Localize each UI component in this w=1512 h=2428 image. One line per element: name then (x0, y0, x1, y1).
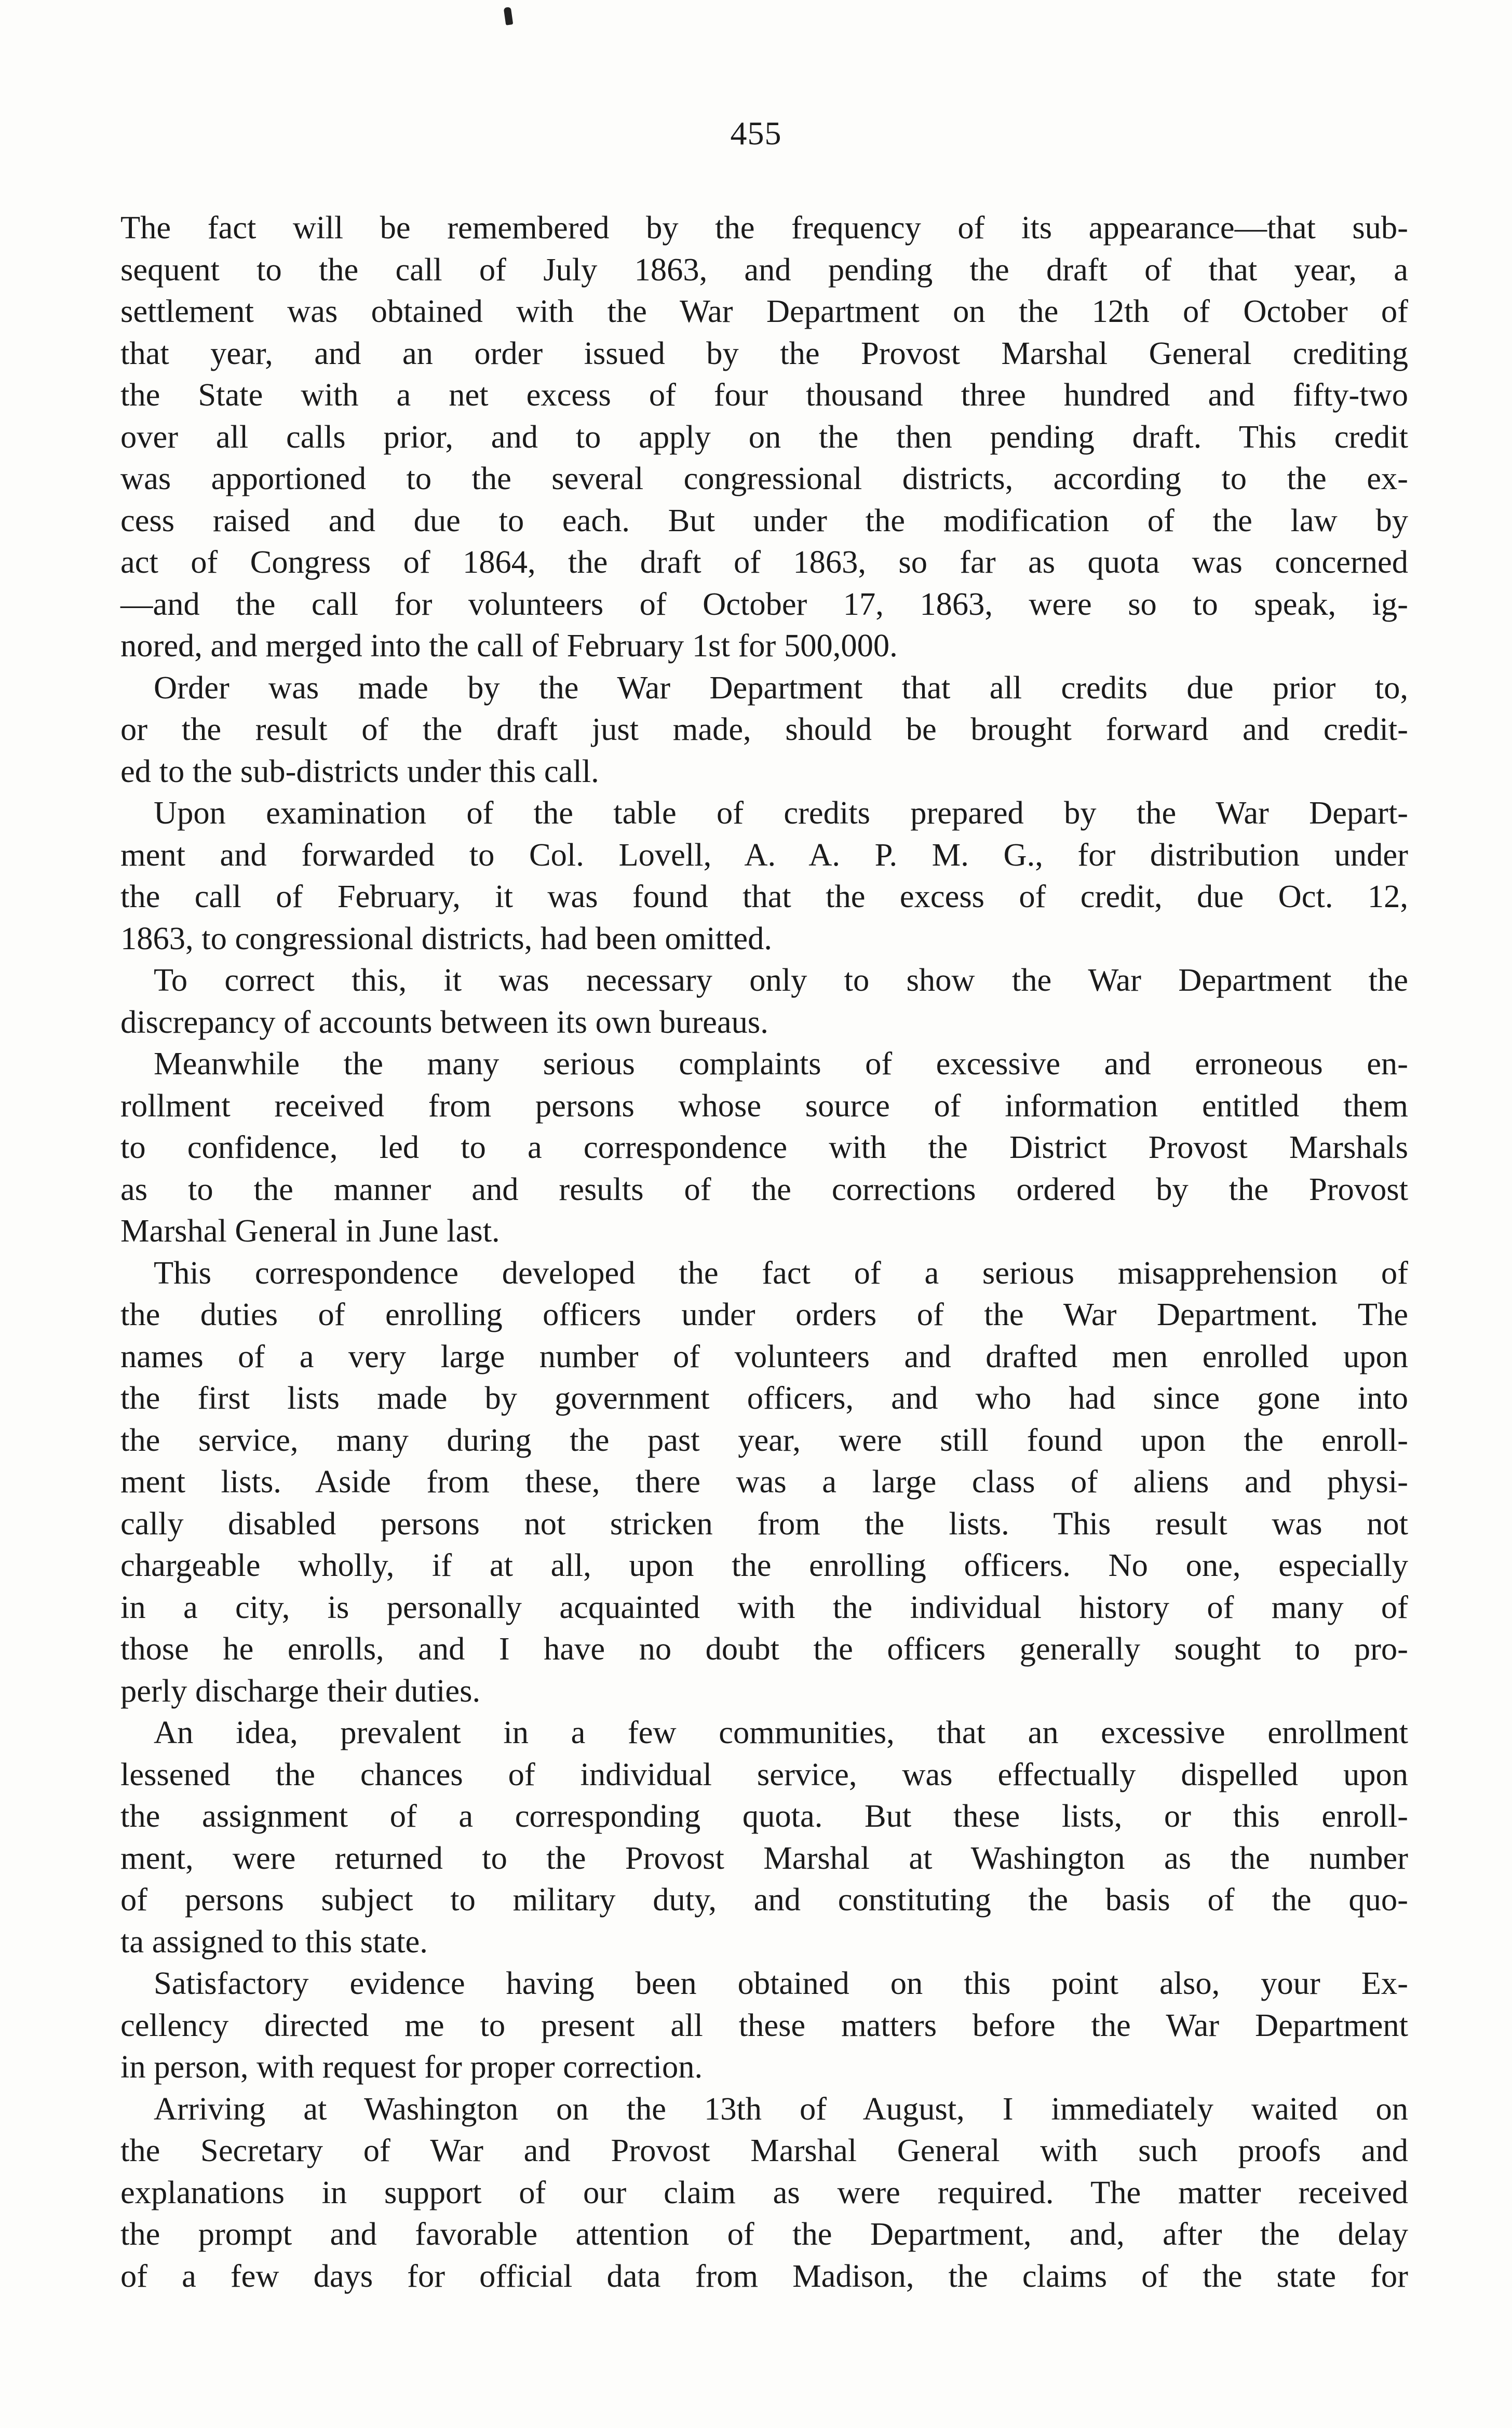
ink-mark (504, 7, 514, 25)
text-line: names of a very large number of volunteers and drafted men enrolled upon (120, 1338, 1408, 1374)
text-line: sequent to the call of July 1863, and pending the draft of that year, a (120, 251, 1408, 288)
text-line: 1863, to congressional districts, had been omitted. (120, 920, 772, 956)
text-line: Upon examination of the table of credits prepared by the War Depart- (154, 794, 1408, 831)
text-line: over all calls prior, and to apply on the then pending draft. This credit (120, 418, 1408, 455)
text-line: cellency directed me to present all these matters before the War Department (120, 2006, 1408, 2043)
text-line: cally disabled persons not stricken from the lists. This result was not (120, 1505, 1408, 1542)
text-line: that year, and an order issued by the Provost Marshal General crediting (120, 334, 1408, 371)
text-line: ment and forwarded to Col. Lovell, A. A. P. M. G., for distribution under (120, 836, 1408, 873)
text-line: the call of February, it was found that the excess of credit, due Oct. 12, (120, 878, 1408, 914)
text-line: was apportioned to the several congressional districts, according to the ex- (120, 460, 1408, 496)
text-line: of a few days for official data from Madison, the claims of the state for (120, 2257, 1408, 2294)
text-line: the prompt and favorable attention of the Department, and, after the delay (120, 2216, 1408, 2252)
text-line: the assignment of a corresponding quota. But these lists, or this enroll- (120, 1798, 1408, 1834)
text-line: —and the call for volunteers of October 17, 1863, were so to speak, ig- (120, 585, 1408, 622)
text-line: Meanwhile the many serious complaints of excessive and erroneous en- (154, 1045, 1408, 1082)
body-text (120, 207, 1408, 2297)
text-line: Arriving at Washington on the 13th of August, I immediately waited on (154, 2090, 1408, 2127)
page-number: 455 (730, 115, 782, 152)
text-line: the State with a net excess of four thousand three hundred and fifty-two (120, 376, 1408, 413)
text-line: Marshal General in June last. (120, 1212, 500, 1249)
text-line: perly discharge their duties. (120, 1672, 481, 1709)
text-line: To correct this, it was necessary only to show the War Department the (154, 962, 1408, 998)
text-line: The fact will be remembered by the frequency of its appearance—that sub- (120, 209, 1408, 246)
text-line: nored, and merged into the call of February 1st for 500,000. (120, 627, 898, 664)
text-line: cess raised and due to each. But under the modification of the law by (120, 502, 1408, 538)
text-line: the Secretary of War and Provost Marshal General with such proofs and (120, 2132, 1408, 2168)
text-line: An idea, prevalent in a few communities, that an excessive enrollment (154, 1714, 1408, 1750)
text-line: ment, were returned to the Provost Marshal at Washington as the number (120, 1839, 1408, 1876)
text-line: ta assigned to this state. (120, 1923, 428, 1960)
text-line: Order was made by the War Department that all credits due prior to, (154, 669, 1408, 706)
text-line: ment lists. Aside from these, there was a large class of aliens and physi- (120, 1463, 1408, 1500)
text-line: act of Congress of 1864, the draft of 1863, so far as quota was concerned (120, 544, 1408, 580)
text-line: the service, many during the past year, were still found upon the enroll- (120, 1421, 1408, 1458)
text-line: those he enrolls, and I have no doubt the officers generally sought to pro- (120, 1630, 1408, 1667)
text-line: as to the manner and results of the corrections ordered by the Provost (120, 1170, 1408, 1207)
text-line: ed to the sub-districts under this call. (120, 752, 599, 789)
text-line: in person, with request for proper correction. (120, 2048, 703, 2085)
text-line: chargeable wholly, if at all, upon the enrolling officers. No one, especially (120, 1547, 1408, 1583)
text-line: the duties of enrolling officers under orders of the War Department. The (120, 1296, 1408, 1332)
text-line: rollment received from persons whose source of information entitled them (120, 1087, 1408, 1124)
text-line: the first lists made by government officers, and who had since gone into (120, 1380, 1408, 1416)
text-line: of persons subject to military duty, and constituting the basis of the quo- (120, 1881, 1408, 1918)
text-line: in a city, is personally acquainted with the individual history of many of (120, 1588, 1408, 1625)
text-line: discrepancy of accounts between its own bureaus. (120, 1003, 768, 1040)
text-line: lessened the chances of individual service, was effectually dispelled upon (120, 1756, 1408, 1792)
text-line: This correspondence developed the fact of a serious misapprehension of (154, 1254, 1408, 1291)
text-line: or the result of the draft just made, should be brought forward and credit- (120, 711, 1408, 747)
text-line: Satisfactory evidence having been obtained on this point also, your Ex- (154, 1965, 1408, 2001)
text-line: explanations in support of our claim as were required. The matter received (120, 2174, 1408, 2210)
text-line: to confidence, led to a correspondence with the District Provost Marshals (120, 1129, 1408, 1165)
text-line: settlement was obtained with the War Department on the 12th of October of (120, 293, 1408, 329)
